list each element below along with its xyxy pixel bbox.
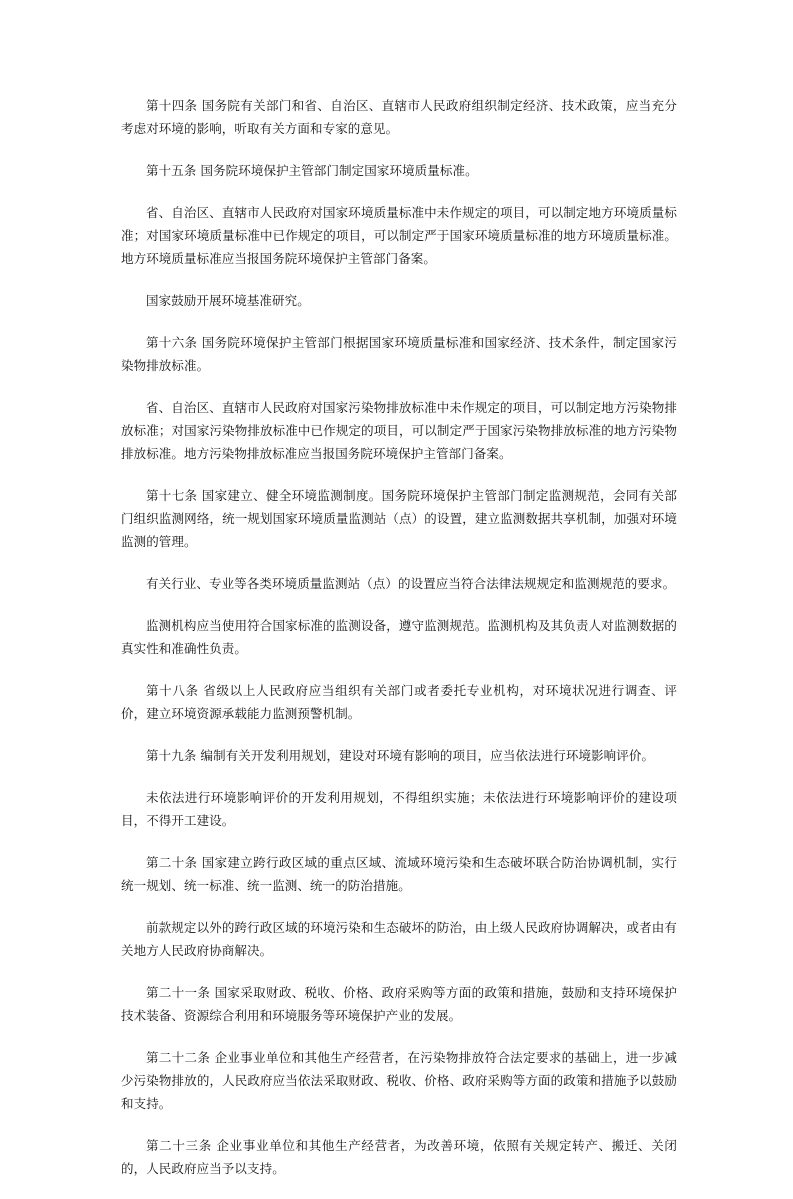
article-15-clause-3: 国家鼓励开展环境基准研究。 bbox=[146, 293, 310, 308]
article-14-paragraph: 第十四条 国务院有关部门和省、自治区、直辖市人民政府组织制定经济、技术政策，应当充分考虑对环境的影响，听取有关方面和专家的意见。 bbox=[121, 98, 677, 136]
article-22-paragraph: 第二十二条 企业事业单位和其他生产经营者，在污染物排放符合法定要求的基础上，进一步减少污染物排放的，人民政府应当依法采取财政、税收、价格、政府采购等方面的政策和措施予以鼓励和支持。 bbox=[121, 1050, 677, 1111]
article-21-paragraph: 第二十一条 国家采取财政、税收、价格、政府采购等方面的政策和措施，鼓励和支持环境保护技术装备、资源综合利用和环境服务等环境保护产业的发展。 bbox=[121, 985, 677, 1023]
article-18-paragraph: 第十八条 省级以上人民政府应当组织有关部门或者委托专业机构，对环境状况进行调查、评价，建立环境资源承载能力监测预警机制。 bbox=[121, 683, 677, 721]
article-17-clause-3: 监测机构应当使用符合国家标准的监测设备，遵守监测规范。监测机构及其负责人对监测数据的真实性和准确性负责。 bbox=[121, 618, 677, 656]
article-15-clause-2: 省、自治区、直辖市人民政府对国家环境质量标准中未作规定的项目，可以制定地方环境质量标准；对国家环境质量标准中已作规定的项目，可以制定严于国家环境质量标准的地方环境质量标准。地方环境质量标准应当报国务院环境保护主管部门备案。 bbox=[121, 205, 677, 266]
article-19-clause-2: 未依法进行环境影响评价的开发利用规划，不得组织实施；未依法进行环境影响评价的建设项目，不得开工建设。 bbox=[121, 790, 677, 828]
article-17-paragraph: 第十七条 国家建立、健全环境监测制度。国务院环境保护主管部门制定监测规范，会同有关部门组织监测网络，统一规划国家环境质量监测站（点）的设置，建立监测数据共享机制，加强对环境监测的管理。 bbox=[121, 488, 677, 549]
article-16-clause-2: 省、自治区、直辖市人民政府对国家污染物排放标准中未作规定的项目，可以制定地方污染物排放标准；对国家污染物排放标准中已作规定的项目，可以制定严于国家污染物排放标准的地方污染物排放标准。地方污染物排放标准应当报国务院环境保护主管部门备案。 bbox=[121, 400, 677, 461]
article-16-paragraph: 第十六条 国务院环境保护主管部门根据国家环境质量标准和国家经济、技术条件，制定国家污染物排放标准。 bbox=[121, 335, 677, 373]
article-20-paragraph: 第二十条 国家建立跨行政区域的重点区域、流域环境污染和生态破坏联合防治协调机制，实行统一规划、统一标准、统一监测、统一的防治措施。 bbox=[121, 855, 677, 893]
article-17-clause-2: 有关行业、专业等各类环境质量监测站（点）的设置应当符合法律法规规定和监测规范的要求。 bbox=[146, 576, 676, 591]
article-20-clause-2: 前款规定以外的跨行政区域的环境污染和生态破坏的防治，由上级人民政府协调解决，或者由有关地方人民政府协商解决。 bbox=[121, 920, 677, 958]
article-19-paragraph: 第十九条 编制有关开发利用规划，建设对环境有影响的项目，应当依法进行环境影响评价。 bbox=[146, 748, 655, 763]
article-15-paragraph: 第十五条 国务院环境保护主管部门制定国家环境质量标准。 bbox=[146, 163, 478, 178]
document-body bbox=[121, 94, 677, 1199]
article-23-paragraph: 第二十三条 企业事业单位和其他生产经营者，为改善环境，依照有关规定转产、搬迁、关闭的，人民政府应当予以支持。 bbox=[121, 1138, 677, 1176]
